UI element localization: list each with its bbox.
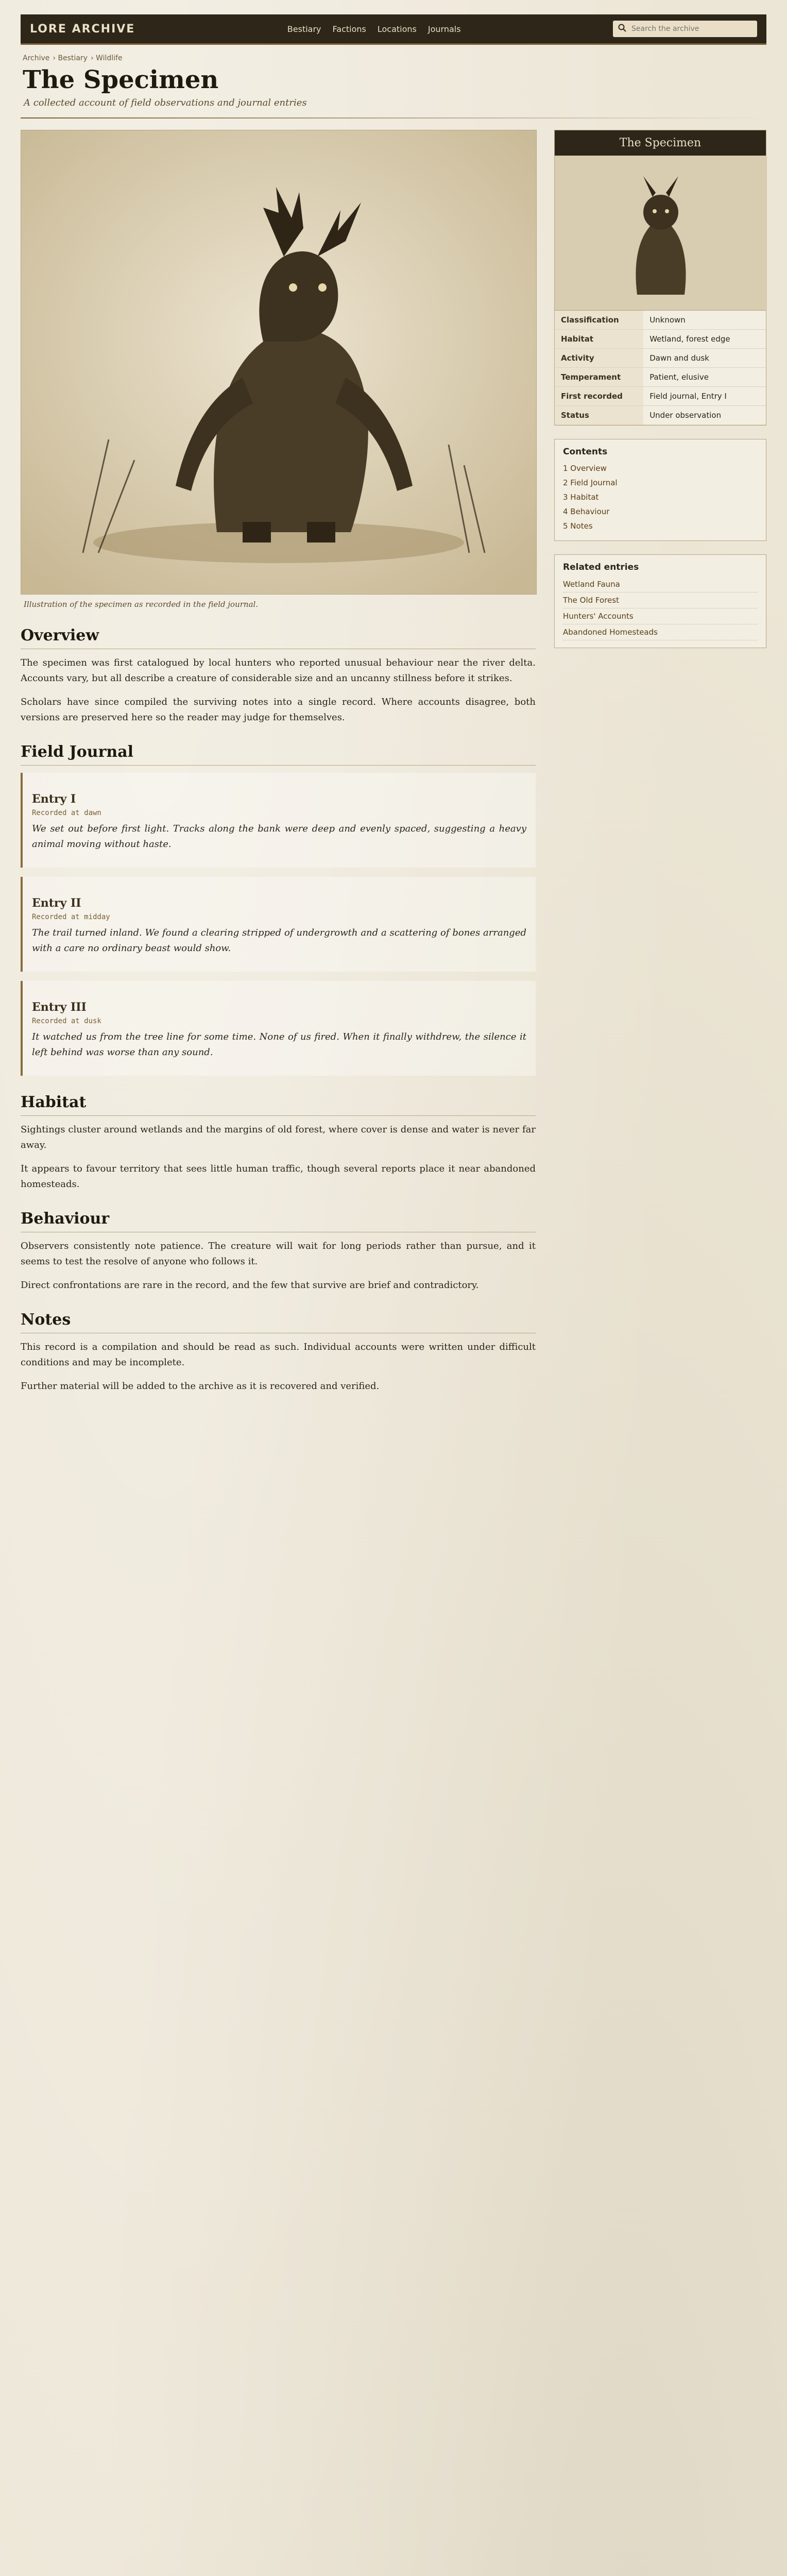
section-heading-habitat: Habitat — [21, 1093, 536, 1116]
infobox-table — [555, 311, 766, 425]
journal-entry-title: Entry I — [32, 792, 76, 806]
search-icon — [618, 24, 626, 34]
section-heading-behaviour: Behaviour — [21, 1210, 536, 1232]
journal-entry-meta: Recorded at midday — [32, 913, 110, 921]
journal-entry-title: Entry II — [32, 896, 81, 910]
journal-entry — [21, 981, 536, 1076]
section-heading-field-journal: Field Journal — [21, 743, 536, 766]
related-entries — [554, 554, 766, 648]
infobox-key: Temperament — [555, 368, 643, 387]
infobox-row — [555, 349, 766, 368]
specimen-illustration — [21, 130, 536, 594]
title-divider — [21, 117, 766, 118]
infobox-key: Status — [555, 406, 643, 425]
infobox-row — [555, 330, 766, 349]
hero-caption: Illustration of the specimen as recorded in the field journal. — [24, 600, 259, 609]
nav-item-bestiary[interactable]: Bestiary — [287, 24, 321, 34]
infobox-key: Classification — [555, 311, 643, 330]
related-link[interactable]: Hunters' Accounts — [563, 608, 758, 624]
toc-link[interactable]: 4 Behaviour — [563, 507, 610, 516]
related-link[interactable]: The Old Forest — [563, 592, 758, 608]
infobox-row — [555, 406, 766, 425]
journal-entry-meta: Recorded at dawn — [32, 809, 101, 817]
paragraph: Sightings cluster around wetlands and the margins of old forest, where cover is dense and water is never far away. — [21, 1124, 536, 1150]
nav-item-journals[interactable]: Journals — [427, 24, 461, 34]
infobox-title: The Specimen — [555, 130, 766, 156]
infobox-key: Habitat — [555, 330, 643, 349]
section-heading-overview: Overview — [21, 626, 536, 649]
infobox-key: First recorded — [555, 387, 643, 406]
paragraph: Direct confrontations are rare in the record, and the few that survive are brief and contradictory. — [21, 1280, 479, 1291]
nav-item-locations[interactable]: Locations — [377, 24, 417, 34]
page-subtitle: A collected account of field observations and journal entries — [24, 97, 307, 108]
search-input[interactable] — [630, 24, 752, 33]
infobox-key: Activity — [555, 349, 643, 368]
toc-link[interactable]: 1 Overview — [563, 464, 607, 473]
infobox-row — [555, 368, 766, 387]
paragraph: The specimen was first catalogued by local hunters who reported unusual behaviour near the river delta. Accounts vary, but all describe a creature of considerable size and an uncanny stillness before it strikes. — [21, 657, 536, 684]
breadcrumb-item[interactable]: Wildlife — [96, 54, 123, 62]
infobox-value: Dawn and dusk — [643, 349, 766, 368]
top-navigation-bar — [21, 14, 766, 45]
journal-entry — [21, 877, 536, 972]
main-nav — [287, 24, 461, 34]
table-of-contents — [554, 439, 766, 541]
journal-entry-title: Entry III — [32, 1001, 87, 1014]
paragraph: Further material will be added to the archive as it is recovered and verified. — [21, 1381, 380, 1392]
related-link[interactable]: Wetland Fauna — [563, 577, 758, 592]
journal-entry-text: The trail turned inland. We found a clearing stripped of undergrowth and a scattering of bones arranged with a care no ordinary beast would show. — [32, 927, 526, 954]
infobox-value: Under observation — [643, 406, 766, 425]
journal-entry-text: It watched us from the tree line for some time. None of us fired. When it finally withdrew, the silence it left behind was worse than any sound. — [32, 1031, 526, 1058]
infobox — [554, 130, 766, 426]
content-layout — [21, 130, 766, 1402]
breadcrumb-item[interactable]: Bestiary — [58, 54, 88, 62]
paragraph: Scholars have since compiled the surviving notes into a single record. Where accounts disagree, both versions are preserved here so the reader may judge for themselves. — [21, 697, 536, 723]
infobox-row — [555, 311, 766, 330]
specimen-thumbnail-icon — [555, 156, 767, 310]
paragraph: Observers consistently note patience. The creature will wait for long periods rather than pursue, and it seems to test the resolve of anyone who follows it. — [21, 1241, 536, 1267]
page-title: The Specimen — [23, 65, 219, 94]
infobox-value: Unknown — [643, 311, 766, 330]
toc-link[interactable]: 2 Field Journal — [563, 478, 618, 487]
infobox-value: Patient, elusive — [643, 368, 766, 387]
paragraph: It appears to favour territory that sees little human traffic, though several reports place it near abandoned homesteads. — [21, 1163, 536, 1190]
related-link[interactable]: Abandoned Homesteads — [563, 624, 758, 640]
section-heading-notes: Notes — [21, 1311, 536, 1333]
toc-heading: Contents — [563, 447, 608, 457]
breadcrumb-item[interactable]: Archive — [23, 54, 50, 62]
infobox-row — [555, 387, 766, 406]
nav-item-factions[interactable]: Factions — [332, 24, 366, 34]
journal-entry — [21, 773, 536, 868]
infobox-thumbnail — [555, 156, 766, 311]
journal-entry-text: We set out before first light. Tracks along the bank were deep and evenly spaced, suggesting a heavy animal moving without haste. — [32, 823, 526, 850]
paragraph: This record is a compilation and should be read as such. Individual accounts were written under difficult conditions and may be incomplete. — [21, 1342, 536, 1368]
site-brand[interactable]: LORE ARCHIVE — [30, 22, 135, 36]
journal-entry-meta: Recorded at dusk — [32, 1017, 101, 1025]
search-box — [613, 21, 757, 37]
infobox-value: Field journal, Entry I — [643, 387, 766, 406]
breadcrumb: Archive › Bestiary › Wildlife — [23, 54, 123, 62]
toc-link[interactable]: 5 Notes — [563, 521, 593, 531]
article-sidebar — [554, 130, 766, 1402]
hero-figure — [21, 130, 537, 595]
article-main — [21, 130, 536, 1402]
infobox-value: Wetland, forest edge — [643, 330, 766, 349]
toc-link[interactable]: 3 Habitat — [563, 493, 599, 502]
related-heading: Related entries — [563, 562, 639, 572]
